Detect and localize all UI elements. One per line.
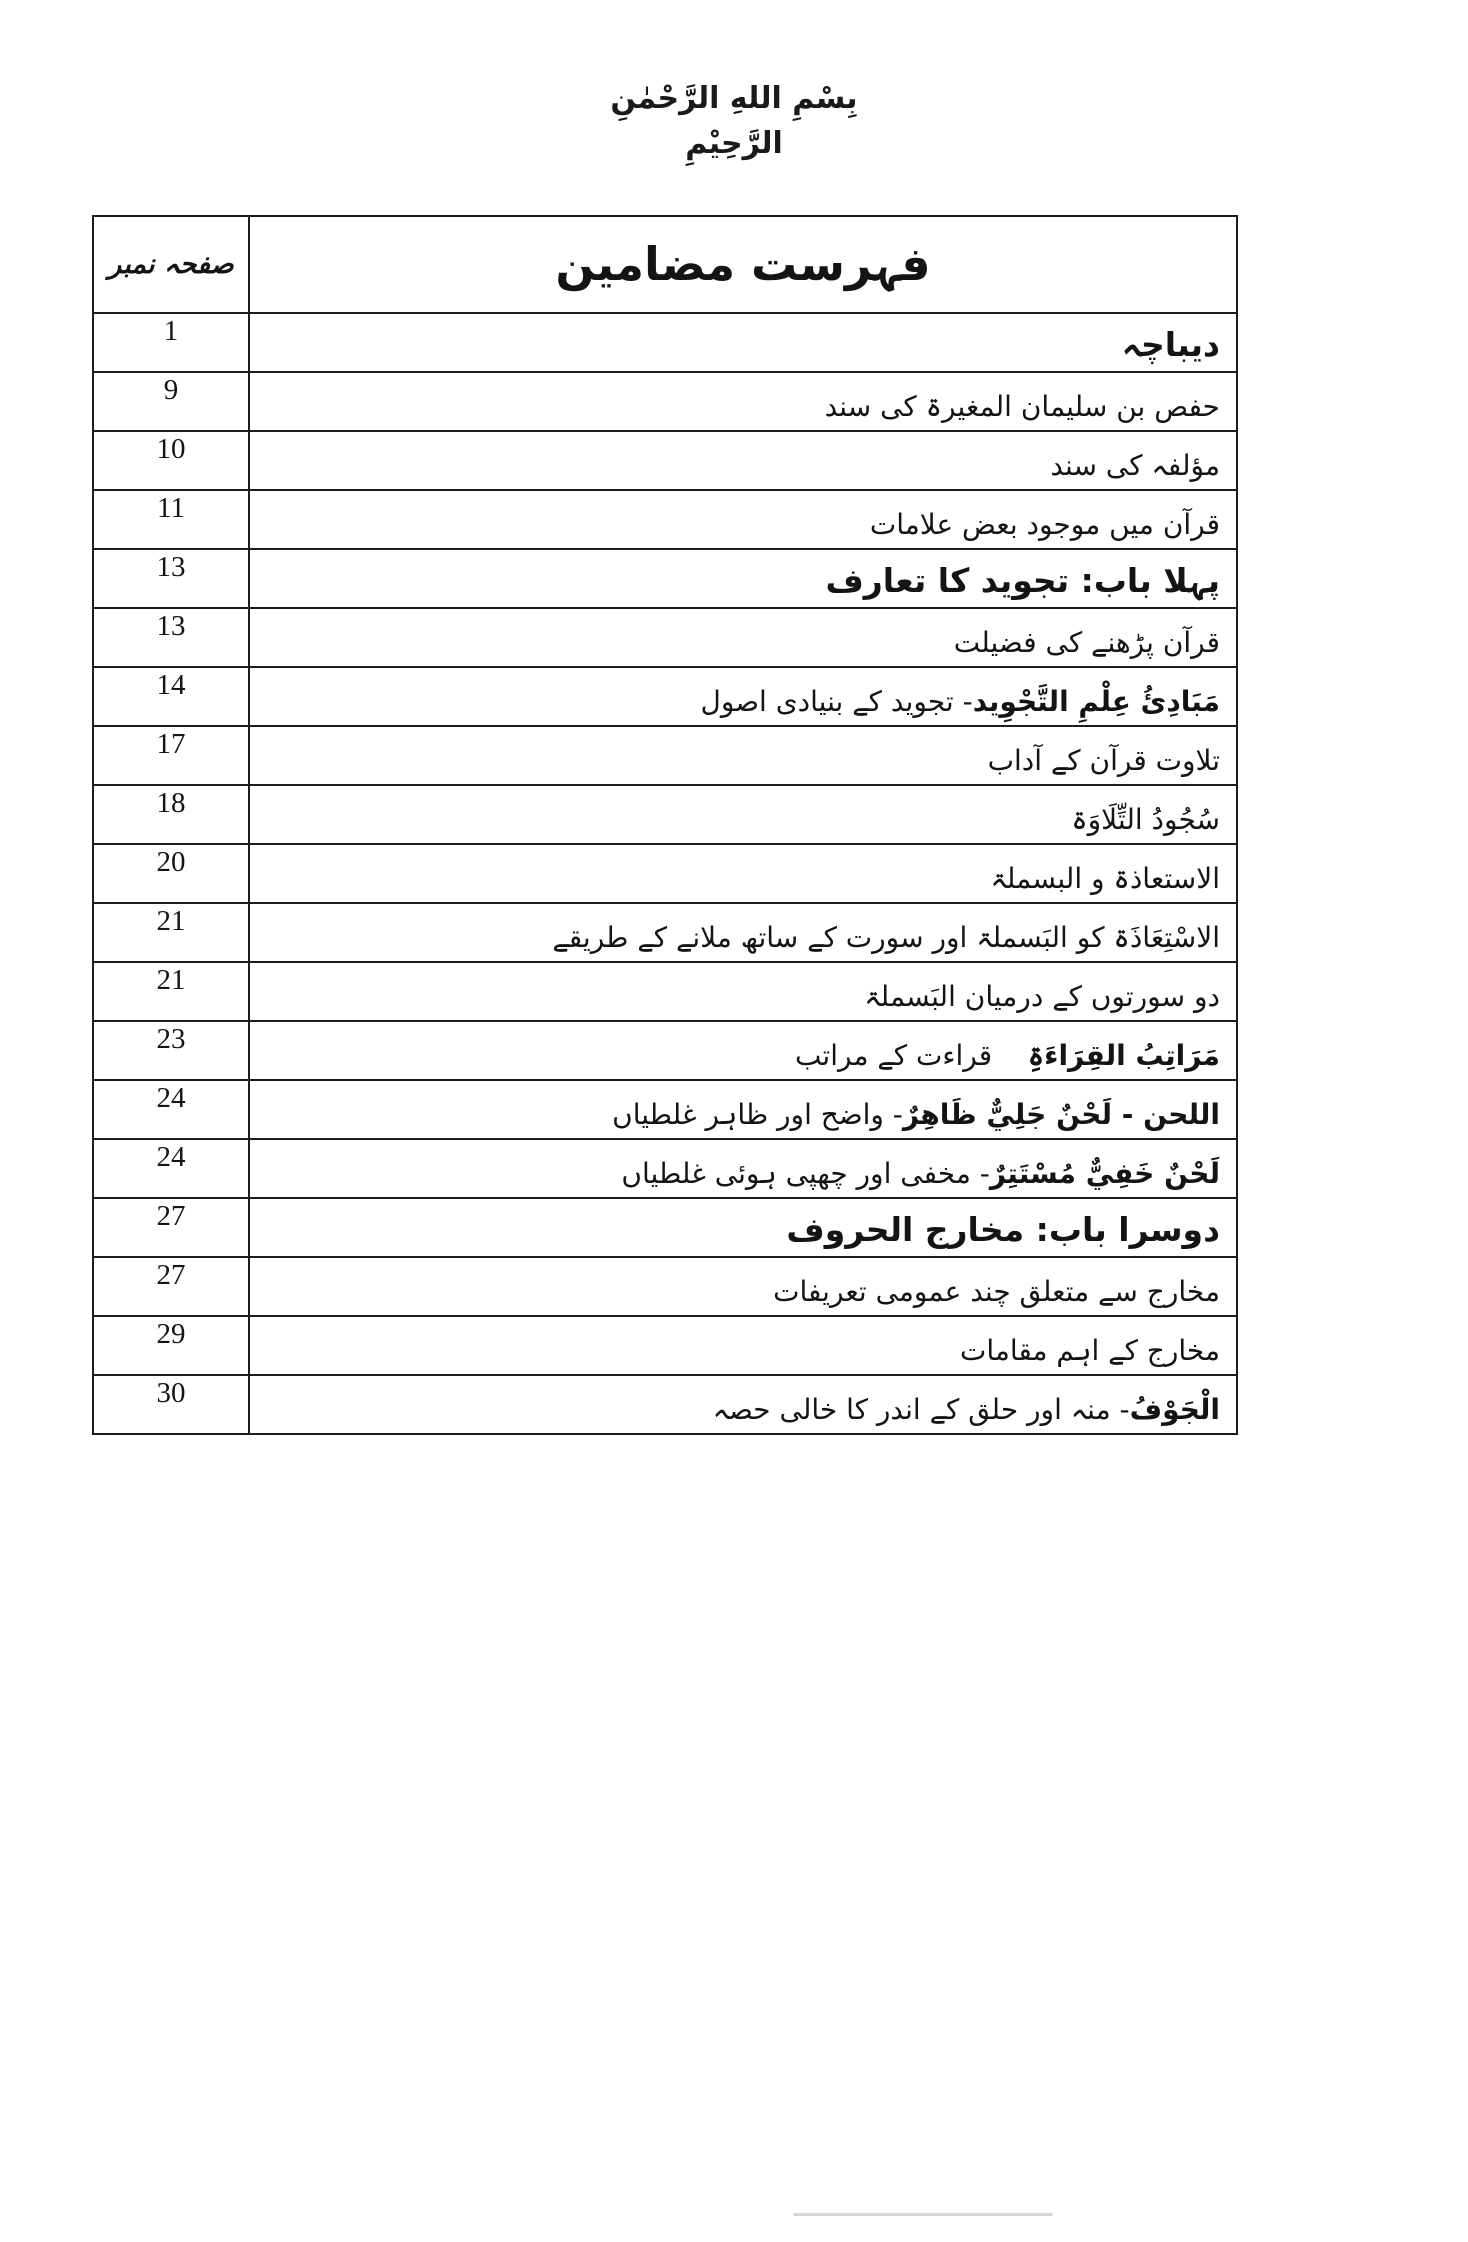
title-segment: دوسرا باب: مخارج الحروف: [786, 1210, 1220, 1250]
title-cell: [250, 491, 1236, 548]
page-number-cell: 29: [94, 1317, 250, 1374]
page-number-cell: 24: [94, 1081, 250, 1138]
title-segment: قرآن میں موجود بعض علامات: [869, 507, 1220, 541]
toc-row: [94, 1374, 1236, 1433]
title-cell: [250, 1376, 1236, 1433]
title-segment: مَبَادِئُ عِلْمِ التَّجْوِيد: [972, 684, 1220, 718]
scan-edge-artifact: [793, 2213, 1053, 2216]
page-number-cell: 24: [94, 1140, 250, 1197]
title-segment: قراءت کے مراتب: [794, 1038, 1028, 1072]
title-cell: [250, 786, 1236, 843]
title-segment: - مخفی اور چھپی ہوئی غلطیاں: [621, 1156, 990, 1190]
toc-row: [94, 1138, 1236, 1197]
title-segment: - منہ اور حلق کے اندر کا خالی حصہ: [712, 1392, 1130, 1426]
toc-row: [94, 902, 1236, 961]
toc-row: [94, 607, 1236, 666]
page-number-cell: 13: [94, 550, 250, 607]
page-number-cell: 20: [94, 845, 250, 902]
page-number-cell: 9: [94, 373, 250, 430]
title-segment: پہلا باب: تجوید کا تعارف: [825, 561, 1220, 601]
title-cell: [250, 432, 1236, 489]
toc-row: [94, 725, 1236, 784]
toc-table: [92, 215, 1238, 1435]
toc-row: [94, 784, 1236, 843]
title-cell: [250, 1081, 1236, 1138]
title-cell: [250, 609, 1236, 666]
toc-row: [94, 430, 1236, 489]
toc-row: [94, 961, 1236, 1020]
title-cell: [250, 963, 1236, 1020]
title-segment: لَحْنٌ خَفِيٌّ مُسْتَتِرٌ: [989, 1156, 1220, 1190]
page-number-cell: 21: [94, 963, 250, 1020]
toc-row: [94, 548, 1236, 607]
title-segment: - واضح اور ظاہر غلطیاں: [612, 1097, 903, 1131]
title-cell: [250, 1199, 1236, 1256]
title-cell: [250, 727, 1236, 784]
title-segment: مخارج سے متعلق چند عمومی تعریفات: [773, 1274, 1220, 1308]
toc-row: [94, 1079, 1236, 1138]
title-segment: الْجَوْفُ: [1129, 1392, 1220, 1426]
title-segment: اللحن - لَحْنٌ جَلِيٌّ ظَاهِرٌ: [902, 1097, 1220, 1131]
toc-row: [94, 666, 1236, 725]
page-number-cell: 17: [94, 727, 250, 784]
toc-row: [94, 1315, 1236, 1374]
page-number-cell: 23: [94, 1022, 250, 1079]
title-segment: مَرَاتِبُ القِرَاءَۃِ: [1027, 1038, 1220, 1072]
page-number-cell: 13: [94, 609, 250, 666]
title-segment: سُجُودُ التِّلَاوَۃ: [1071, 802, 1220, 836]
page-number-column-header: صفحہ نمبر: [94, 217, 250, 312]
title-cell: [250, 550, 1236, 607]
title-cell: [250, 373, 1236, 430]
page-number-cell: 1: [94, 314, 250, 371]
page-number-cell: 14: [94, 668, 250, 725]
toc-row: [94, 1197, 1236, 1256]
title-segment: قرآن پڑھنے کی فضیلت: [953, 625, 1220, 659]
title-segment: مؤلفہ کی سند: [1050, 448, 1220, 482]
page-number-cell: 18: [94, 786, 250, 843]
toc-header-row: [94, 217, 1236, 312]
page-number-cell: 30: [94, 1376, 250, 1433]
title-segment: حفص بن سلیمان المغیرۃ کی سند: [824, 389, 1220, 423]
bismillah-calligraphy: بِسْمِ اللهِ الرَّحْمٰنِ الرَّحِيْمِ: [610, 81, 858, 161]
toc-rows: [94, 312, 1236, 1433]
toc-row: [94, 489, 1236, 548]
title-cell: [250, 904, 1236, 961]
title-segment: مخارج کے اہم مقامات: [959, 1333, 1220, 1367]
toc-row: [94, 843, 1236, 902]
title-segment: الاسْتِعَاذَۃ کو البَسملۃ اور سورت کے ساتھ ملانے کے طریقے: [552, 920, 1220, 954]
title-segment: - تجوید کے بنیادی اصول: [700, 684, 973, 718]
title-cell: [250, 1140, 1236, 1197]
title-segment: دو سورتوں کے درمیان البَسملۃ: [864, 979, 1220, 1013]
page-number-cell: 21: [94, 904, 250, 961]
page-number-cell: 27: [94, 1199, 250, 1256]
title-segment: الاستعاذۃ و البسملۃ: [990, 861, 1220, 895]
title-cell: [250, 845, 1236, 902]
toc-row: [94, 1020, 1236, 1079]
title-segment: تلاوت قرآن کے آداب: [987, 743, 1220, 777]
page-number-cell: 10: [94, 432, 250, 489]
title-cell: [250, 1317, 1236, 1374]
page-number-cell: 27: [94, 1258, 250, 1315]
title-cell: [250, 668, 1236, 725]
title-cell: [250, 314, 1236, 371]
title-cell: [250, 1258, 1236, 1315]
title-cell: [250, 1022, 1236, 1079]
toc-row: [94, 371, 1236, 430]
toc-row: [94, 1256, 1236, 1315]
page-number-cell: 11: [94, 491, 250, 548]
toc-row: [94, 312, 1236, 371]
contents-column-header: فہرست مضامین: [555, 237, 931, 292]
title-segment: دیباچہ: [1121, 325, 1220, 365]
